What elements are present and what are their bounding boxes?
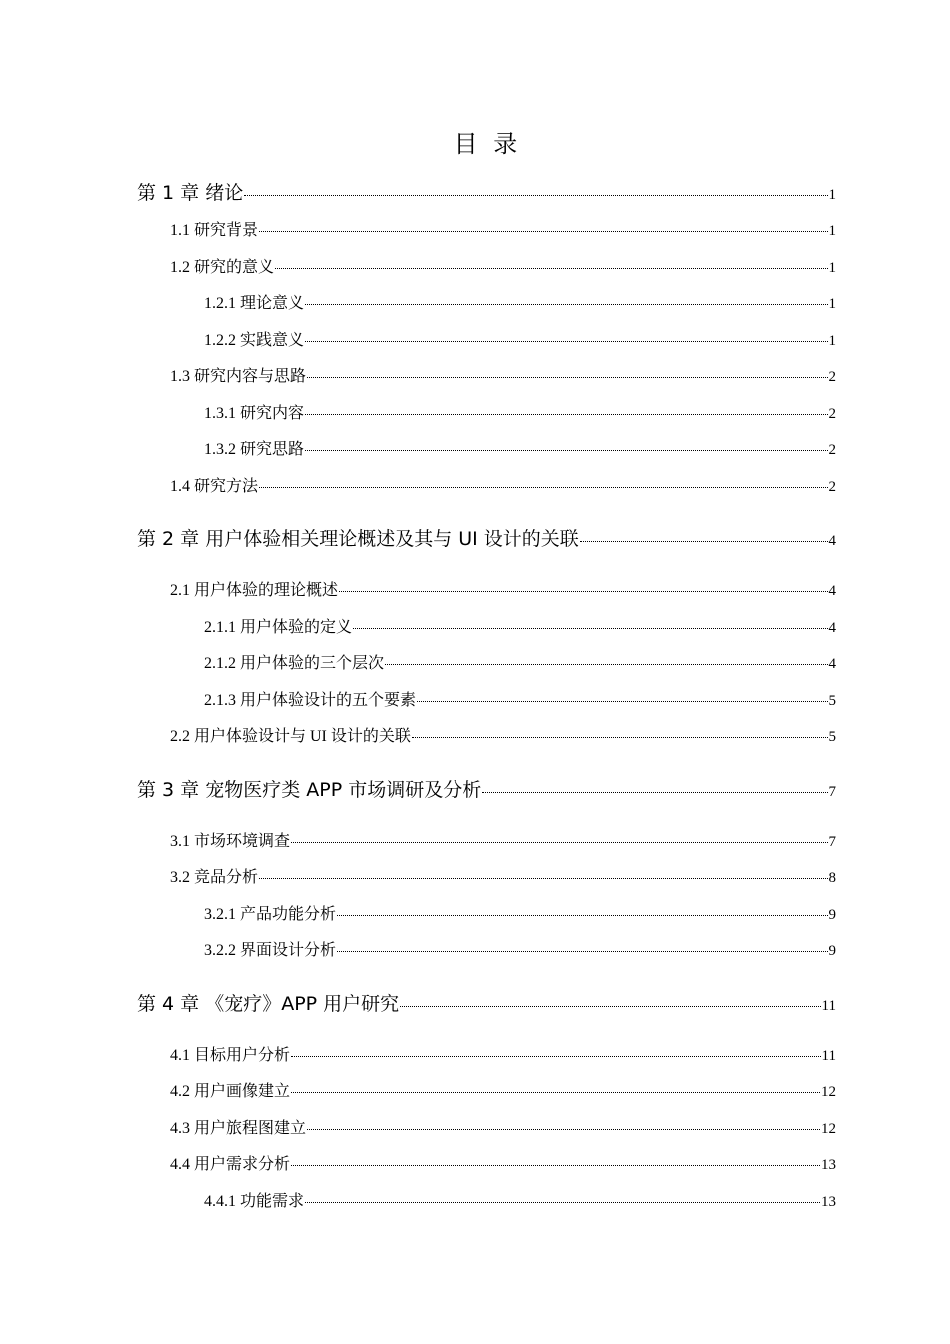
toc-entry-label: 第 3 章 宠物医疗类 APP 市场调研及分析 xyxy=(137,778,482,801)
dot-leader xyxy=(305,304,827,305)
dot-leader xyxy=(339,591,827,592)
toc-entry-page: 4 xyxy=(828,656,836,672)
dot-leader xyxy=(307,1129,820,1130)
toc-entry-label: 2.1.3 用户体验设计的五个要素 xyxy=(204,691,417,709)
toc-entry-label: 1.2.2 实践意义 xyxy=(204,331,305,349)
toc-entry-page: 12 xyxy=(821,1120,836,1137)
dot-leader xyxy=(291,1056,821,1057)
toc-entry-page: 4 xyxy=(828,533,836,549)
dot-leader xyxy=(305,1202,820,1203)
dot-leader xyxy=(580,541,828,542)
toc-entry-label: 1.3 研究内容与思路 xyxy=(170,368,307,385)
toc-entry-chapter-3[interactable] xyxy=(0,770,950,810)
dot-leader xyxy=(337,915,827,916)
toc-entry-2-2[interactable] xyxy=(0,719,950,756)
toc-entry-1-3-2[interactable] xyxy=(0,432,950,469)
toc-entry-page: 8 xyxy=(828,870,836,886)
toc-entry-page: 7 xyxy=(828,783,836,800)
toc-entry-label: 1.2.1 理论意义 xyxy=(204,295,305,312)
toc-entry-label: 第 4 章 《宠疗》APP 用户研究 xyxy=(137,992,400,1015)
dot-leader xyxy=(259,878,827,879)
toc-entry-chapter-1[interactable] xyxy=(0,173,950,213)
toc-entry-4-4-1[interactable] xyxy=(0,1184,950,1221)
toc-entry-label: 3.2.1 产品功能分析 xyxy=(204,905,337,923)
toc-entry-page: 11 xyxy=(821,1047,836,1064)
dot-leader xyxy=(400,1006,820,1007)
toc-entry-label: 3.1 市场环境调查 xyxy=(170,832,291,850)
toc-entry-page: 13 xyxy=(821,1157,836,1173)
dot-leader xyxy=(307,377,827,378)
toc-entry-page: 2 xyxy=(828,478,836,495)
dot-leader xyxy=(259,487,827,488)
toc-entry-page: 2 xyxy=(828,442,836,458)
toc-entry-label: 1.4 研究方法 xyxy=(170,477,259,495)
dot-leader xyxy=(353,628,827,629)
toc-entry-page: 4 xyxy=(828,583,836,599)
toc-entry-page: 1 xyxy=(828,296,836,312)
toc-entry-label: 4.2 用户画像建立 xyxy=(170,1083,291,1100)
dot-leader xyxy=(305,341,827,342)
toc-entry-label: 第 2 章 用户体验相关理论概述及其与 UI 设计的关联 xyxy=(137,528,579,550)
toc-entry-page: 9 xyxy=(828,906,836,923)
toc-entry-1-1[interactable] xyxy=(0,213,950,250)
toc-entry-page: 5 xyxy=(828,692,836,709)
toc-entry-page: 2 xyxy=(828,369,836,385)
toc-entry-4-1[interactable] xyxy=(0,1038,950,1075)
toc-entry-2-1-3[interactable] xyxy=(0,683,950,720)
toc-entry-3-1[interactable] xyxy=(0,824,950,861)
toc-entry-page: 1 xyxy=(828,332,836,349)
toc-entry-label: 1.3.1 研究内容 xyxy=(204,404,305,422)
dot-leader xyxy=(291,842,827,843)
dot-leader xyxy=(385,664,827,665)
toc-entry-label: 2.2 用户体验设计与 UI 设计的关联 xyxy=(170,728,411,745)
dot-leader xyxy=(417,701,827,702)
toc-entry-label: 2.1.2 用户体验的三个层次 xyxy=(204,655,385,672)
toc-entry-page: 1 xyxy=(828,259,836,276)
toc-entry-page: 5 xyxy=(828,729,836,745)
dot-leader xyxy=(291,1165,820,1166)
toc-list xyxy=(0,173,950,1220)
toc-entry-page: 2 xyxy=(828,405,836,422)
toc-entry-page: 12 xyxy=(821,1084,836,1100)
dot-leader xyxy=(244,195,827,196)
dot-leader xyxy=(305,414,827,415)
toc-entry-label: 第 1 章 绪论 xyxy=(137,182,244,204)
toc-entry-label: 4.4.1 功能需求 xyxy=(204,1192,305,1210)
toc-entry-chapter-2[interactable] xyxy=(0,519,950,559)
toc-entry-3-2-2[interactable] xyxy=(0,933,950,970)
toc-entry-1-2-2[interactable] xyxy=(0,323,950,360)
toc-title: 目 录 xyxy=(453,130,522,158)
dot-leader xyxy=(275,268,827,269)
toc-entry-3-2-1[interactable] xyxy=(0,897,950,934)
toc-entry-label: 1.3.2 研究思路 xyxy=(204,441,305,458)
toc-entry-chapter-4[interactable] xyxy=(0,984,950,1024)
toc-entry-label: 2.1.1 用户体验的定义 xyxy=(204,618,353,636)
toc-entry-2-1[interactable] xyxy=(0,573,950,610)
toc-entry-1-3[interactable] xyxy=(0,359,950,396)
toc-entry-page: 9 xyxy=(828,943,836,959)
toc-entry-label: 4.3 用户旅程图建立 xyxy=(170,1119,307,1137)
toc-entry-label: 1.2 研究的意义 xyxy=(170,258,275,276)
dot-leader xyxy=(337,951,827,952)
toc-entry-label: 2.1 用户体验的理论概述 xyxy=(170,582,339,599)
toc-entry-2-1-1[interactable] xyxy=(0,610,950,647)
toc-entry-1-3-1[interactable] xyxy=(0,396,950,433)
dot-leader xyxy=(305,450,827,451)
toc-entry-page: 4 xyxy=(828,619,836,636)
dot-leader xyxy=(412,737,828,738)
toc-entry-label: 3.2 竞品分析 xyxy=(170,869,259,886)
toc-entry-2-1-2[interactable] xyxy=(0,646,950,683)
toc-entry-label: 3.2.2 界面设计分析 xyxy=(204,942,337,959)
toc-entry-page: 1 xyxy=(828,187,836,203)
toc-entry-3-2[interactable] xyxy=(0,860,950,897)
toc-entry-label: 4.4 用户需求分析 xyxy=(170,1156,291,1173)
toc-entry-4-4[interactable] xyxy=(0,1147,950,1184)
dot-leader xyxy=(291,1092,820,1093)
toc-entry-page: 11 xyxy=(821,997,836,1014)
toc-entry-1-2-1[interactable] xyxy=(0,286,950,323)
toc-entry-4-2[interactable] xyxy=(0,1074,950,1111)
toc-entry-label: 1.1 研究背景 xyxy=(170,222,259,239)
toc-entry-page: 13 xyxy=(821,1193,836,1210)
dot-leader xyxy=(482,792,827,793)
toc-entry-1-4[interactable] xyxy=(0,469,950,506)
toc-entry-1-2[interactable] xyxy=(0,250,950,287)
toc-entry-page: 7 xyxy=(828,833,836,850)
toc-entry-page: 1 xyxy=(828,223,836,239)
dot-leader xyxy=(259,231,827,232)
toc-entry-label: 4.1 目标用户分析 xyxy=(170,1046,291,1064)
toc-entry-4-3[interactable] xyxy=(0,1111,950,1148)
